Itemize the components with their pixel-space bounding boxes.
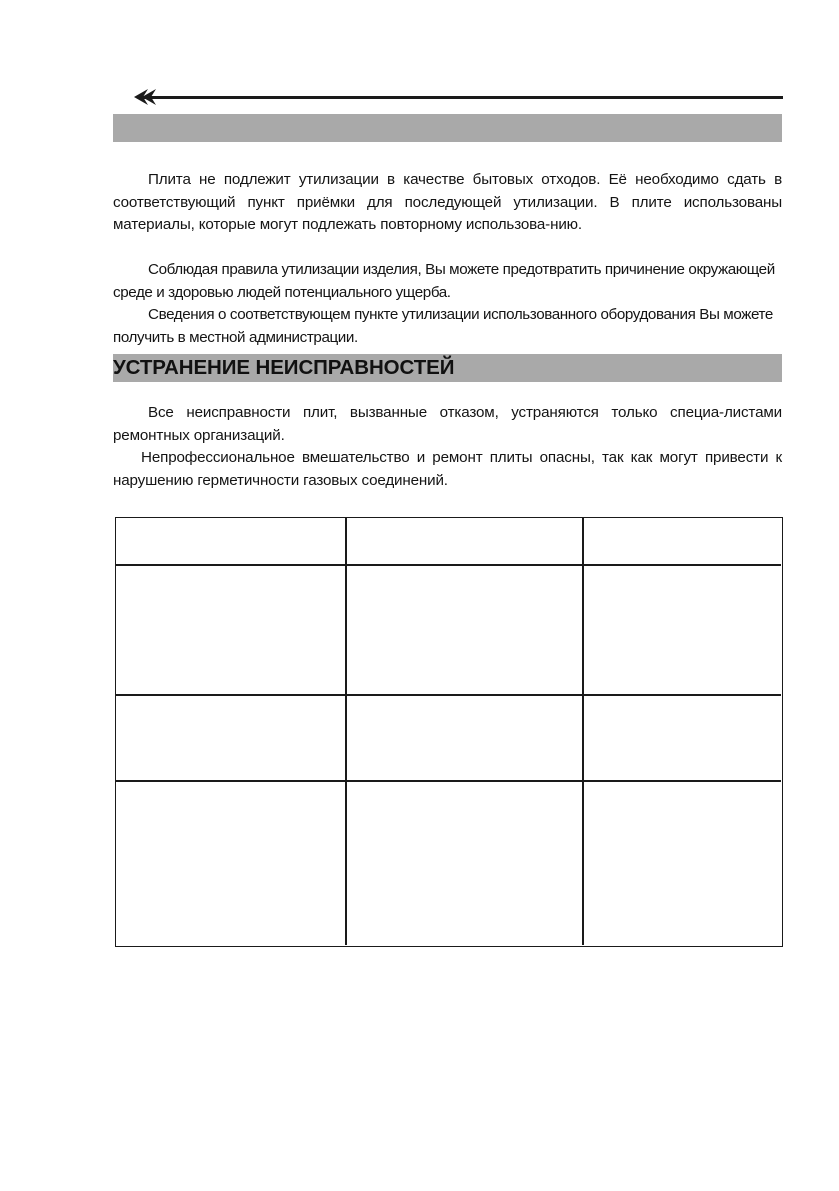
table-border: [115, 517, 783, 947]
troubleshooting-paragraph-2: Непрофессиональное вмешательство и ремонт плиты опасны, так как могут привести к нарушению герметичности газовых соединений.: [113, 449, 782, 489]
table-row-divider: [115, 780, 781, 782]
table-column-divider: [345, 517, 347, 945]
troubleshooting-paragraph-1: Все неисправности плит, вызванные отказом, устраняются только специа-листами ремонтных организаций.: [113, 404, 782, 444]
header-gray-bar: [113, 114, 782, 142]
troubleshooting-table: [115, 517, 783, 947]
disposal-paragraph-1: Плита не подлежит утилизации в качестве бытовых отходов. Её необходимо сдать в соответствующий пункт приёмки для последующей утилизации. В плите использованы материалы, которые могут подлежать повторному использова-нию.: [113, 171, 782, 233]
table-column-divider: [582, 517, 584, 945]
disposal-paragraph-2: Соблюдая правила утилизации изделия, Вы можете предотвратить причинение окружающей среде и здоровью людей потенциального ущерба.: [113, 261, 775, 301]
table-row-divider: [115, 564, 781, 566]
table-row-divider: [115, 694, 781, 696]
header-rule: [140, 96, 783, 99]
disposal-paragraph-3: Сведения о соответствующем пункте утилизации использованного оборудования Вы можете получить в местной администрации.: [113, 306, 773, 346]
section-title: УСТРАНЕНИЕ НЕИСПРАВНОСТЕЙ: [113, 356, 455, 379]
